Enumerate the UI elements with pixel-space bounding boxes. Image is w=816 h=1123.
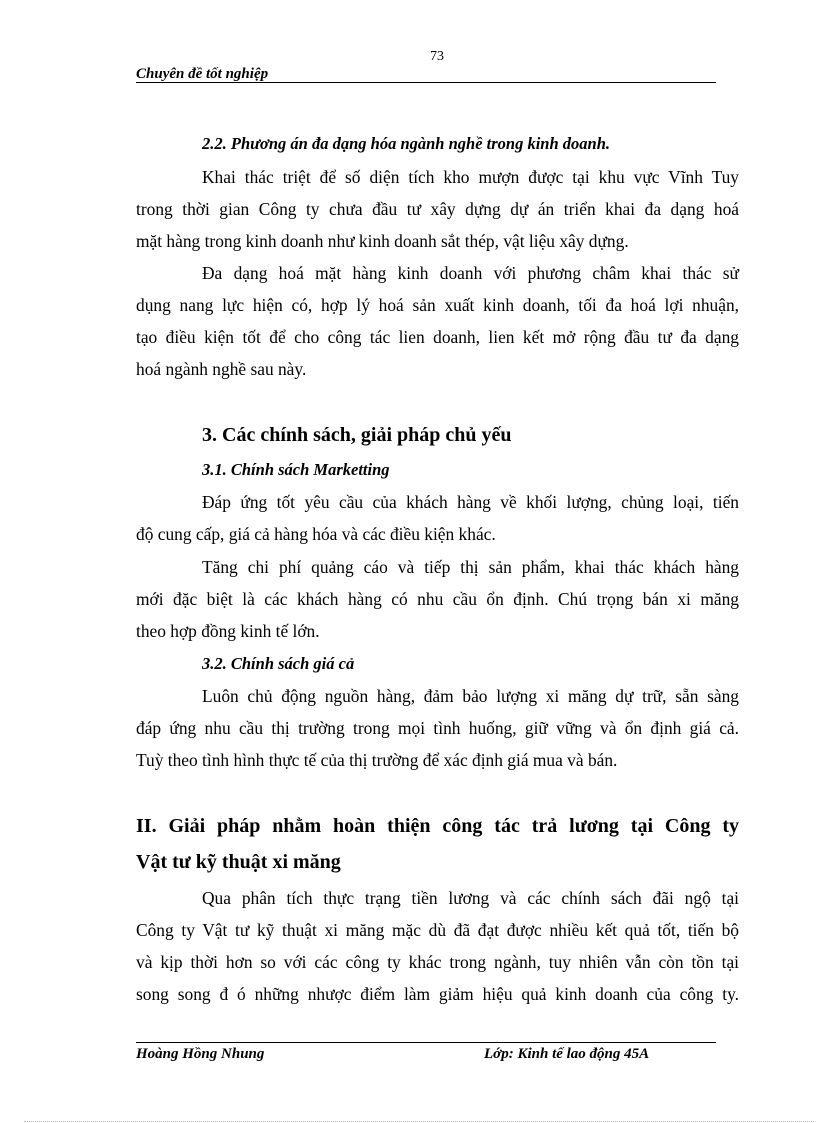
paragraph-line: Khai thác triệt để số diện tích kho mượn được tại khu vực Vĩnh Tuy (202, 167, 739, 187)
paragraph-line: Đa dạng hoá mặt hàng kinh doanh với phương châm khai thác sử (202, 263, 739, 283)
heading-3-1: 3.1. Chính sách Marketting (202, 460, 390, 479)
page-edge (24, 1121, 814, 1122)
paragraph-line: mặt hàng trong kinh doanh như kinh doanh sắt thép, vật liệu xây dựng. (136, 231, 629, 251)
paragraph-line: Luôn chủ động nguồn hàng, đảm bảo lượng xi măng dự trữ, sẵn sàng (202, 686, 739, 706)
paragraph-line: Công ty Vật tư kỹ thuật xi măng mặc dù đã đạt được nhiều kết quả tốt, tiến bộ (136, 920, 739, 940)
paragraph-line: hoá ngành nghề sau này. (136, 359, 307, 379)
paragraph-line: dụng nang lực hiện có, hợp lý hoá sản xuất kinh doanh, tối đa hoá lợi nhuận, (136, 295, 739, 315)
page-number: 73 (430, 49, 444, 64)
heading-2-2: 2.2. Phương án đa dạng hóa ngành nghề trong kinh doanh. (202, 134, 611, 153)
paragraph-line: trong thời gian Công ty chưa đầu tư xây dựng dự án triển khai đa dạng hoá (136, 199, 739, 219)
paragraph-line: và kịp thời hơn so với các công ty khác trong ngành, tuy nhiên vẫn còn tồn tại (136, 952, 739, 972)
heading-3-2: 3.2. Chính sách giá cả (202, 654, 355, 673)
header-rule (136, 82, 716, 83)
paragraph-line: song song đ ó những nhược điểm làm giảm hiệu quả kinh doanh của công ty. (136, 984, 739, 1004)
paragraph-line: Tuỳ theo tình hình thực tế của thị trường để xác định giá mua và bán. (136, 750, 618, 770)
paragraph-line: Qua phân tích thực trạng tiền lương và các chính sách đãi ngộ tại (202, 888, 739, 908)
footer-class: Lớp: Kinh tế lao động 45A (484, 1046, 650, 1062)
paragraph-line: theo hợp đồng kinh tế lớn. (136, 621, 320, 641)
paragraph-line: Đáp ứng tốt yêu cầu của khách hàng về khối lượng, chủng loại, tiến (202, 492, 739, 512)
heading-3: 3. Các chính sách, giải pháp chủ yếu (202, 424, 512, 446)
heading-II-line1: II. Giải pháp nhằm hoàn thiện công tác trả lương tại Công ty (136, 815, 739, 837)
paragraph-line: đáp ứng nhu cầu thị trường trong mọi tình huống, giữ vững và ổn định giá cả. (136, 718, 739, 738)
paragraph-line: tạo điều kiện tốt để cho công tác lien doanh, lien kết mở rộng đầu tư đa dạng (136, 327, 739, 347)
footer-author: Hoàng Hồng Nhung (136, 1046, 265, 1062)
heading-II-line2: Vật tư kỹ thuật xi măng (136, 851, 341, 873)
header-title: Chuyên đề tốt nghiệp (136, 66, 269, 82)
footer-rule (136, 1042, 716, 1043)
paragraph-line: độ cung cấp, giá cả hàng hóa và các điều kiện khác. (136, 524, 496, 544)
paragraph-line: mới đặc biệt là các khách hàng có nhu cầu ổn định. Chú trọng bán xi măng (136, 589, 739, 609)
paragraph-line: Tăng chi phí quảng cáo và tiếp thị sản phẩm, khai thác khách hàng (202, 557, 739, 577)
